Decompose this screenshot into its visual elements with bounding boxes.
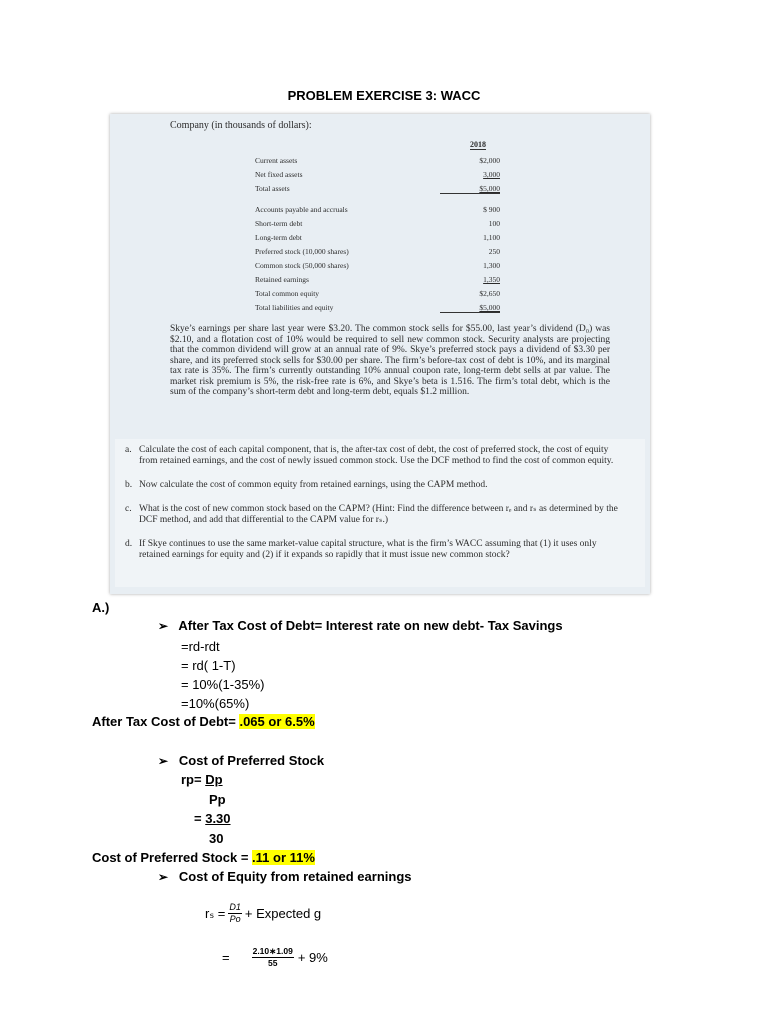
balance-row-label: Total liabilities and equity — [255, 303, 334, 312]
preferred-heading: ➢ Cost of Preferred Stock — [158, 753, 325, 768]
balance-row-value: $2,000 — [479, 156, 500, 165]
balance-row-value: 1,300 — [483, 261, 500, 270]
problem-paragraph: Skye’s earnings per share last year were $3.20. The common stock sells for $55.00, last year’s dividend (D₀) was $2.10, and a flotation cost of 10% would be required to sell new common stock. Security analysts are projecting that the common dividend will grow at an annual rate of 9%. Skye’s preferred stock pays a dividend of $3.30 per share, and its preferred stock sells for $30.00 per share. The firm’s before-tax cost of debt is 10%, and its marginal tax rate is 35%. The firm’s currently outstanding 10% annual coupon rate, long-term debt sells at par value. The market risk premium is 5%, the risk-free rate is 6%, and Skye’s beta is 1.516. The firm’s total debt, which is the sum of the company’s short-term debt and long-term debt, equals $1.2 million. — [170, 324, 610, 397]
balance-row-value: 250 — [488, 247, 500, 256]
balance-row-value: $5,000 — [440, 303, 500, 313]
questions-box — [115, 439, 645, 587]
balance-row-label: Current assets — [255, 156, 298, 165]
debt-heading: ➢ After Tax Cost of Debt= Interest rate on new debt- Tax Savings — [158, 618, 563, 633]
balance-row-value: 100 — [488, 219, 500, 228]
preferred-calc: = 3.30 — [194, 811, 231, 826]
balance-row-label: Net fixed assets — [255, 170, 303, 179]
debt-line-4: =10%(65%) — [181, 696, 250, 711]
debt-result-value: .065 or 6.5% — [239, 714, 315, 729]
balance-row-label: Total assets — [255, 184, 290, 193]
preferred-formula: rp= Dp — [181, 772, 223, 787]
equity-calc-numerator: 2.10∗1.09 — [252, 946, 293, 956]
preferred-calc-denominator: 30 — [209, 831, 224, 846]
debt-line-3: = 10%(1-35%) — [181, 677, 265, 692]
excerpt-caption: Company (in thousands of dollars): — [170, 120, 312, 131]
equity-calc: = $\frac{2.10∗1.09}{55}$ + 9% — [222, 946, 328, 968]
question-d: d. If Skye continues to use the same market-value capital structure, what is the firm’s WACC assuming that (1) it uses only retained earnings for equity and (2) if it expands so rapidly that it must issue new common stock? — [125, 539, 597, 560]
preferred-result: Cost of Preferred Stock = .11 or 11% — [92, 850, 315, 865]
balance-row-label: Common stock (50,000 shares) — [255, 261, 349, 270]
balance-row-label: Retained earnings — [255, 275, 309, 284]
equity-formula-denominator: Po — [229, 914, 241, 924]
balance-row-value: 1,350 — [483, 275, 500, 284]
question-c: c. What is the cost of new common stock based on the CAPM? (Hint: Find the difference between rₑ and rₛ as determined by the DCF method, and add that differential to the CAPM value for rₛ.) — [125, 504, 618, 525]
question-a: a. Calculate the cost of each capital component, that is, the after-tax cost of debt, the cost of preferred stock, the cost of equity from retained earnings, and the cost of newly issued common stock. Use the DCF method to find the cost of common equity. — [125, 445, 614, 466]
arrow-bullet-icon: ➢ — [158, 870, 169, 884]
equity-calc-denominator: 55 — [267, 958, 278, 968]
preferred-result-value: .11 or 11% — [252, 850, 315, 865]
equity-formula: rₛ = $\frac{D1}{Po}$ + Expected g — [205, 902, 322, 924]
question-b: b. Now calculate the cost of common equity from retained earnings, using the CAPM method. — [125, 480, 488, 490]
preferred-formula-denominator: Pp — [209, 792, 226, 807]
arrow-bullet-icon: ➢ — [158, 754, 169, 768]
debt-line-2: = rd( 1-T) — [181, 658, 236, 673]
equity-heading: ➢ Cost of Equity from retained earnings — [158, 869, 412, 884]
balance-row-value: $5,000 — [440, 184, 500, 194]
balance-row-label: Preferred stock (10,000 shares) — [255, 247, 349, 256]
year-header: 2018 — [470, 140, 486, 149]
page-title: PROBLEM EXERCISE 3: WACC — [287, 88, 481, 103]
balance-row-label: Long-term debt — [255, 233, 302, 242]
balance-row-value: $2,650 — [479, 289, 500, 298]
debt-line-1: =rd-rdt — [181, 639, 220, 654]
debt-result: After Tax Cost of Debt= .065 or 6.5% — [92, 714, 315, 729]
balance-row-label: Accounts payable and accruals — [255, 205, 348, 214]
section-label: A.) — [92, 600, 110, 615]
arrow-bullet-icon: ➢ — [158, 619, 169, 633]
balance-row-value: 3,000 — [483, 170, 500, 179]
balance-row-value: $ 900 — [483, 205, 500, 214]
balance-row-label: Short-term debt — [255, 219, 303, 228]
equity-formula-numerator: D1 — [229, 902, 241, 912]
balance-row-value: 1,100 — [483, 233, 500, 242]
balance-row-label: Total common equity — [255, 289, 320, 298]
textbook-excerpt-image — [110, 114, 650, 594]
